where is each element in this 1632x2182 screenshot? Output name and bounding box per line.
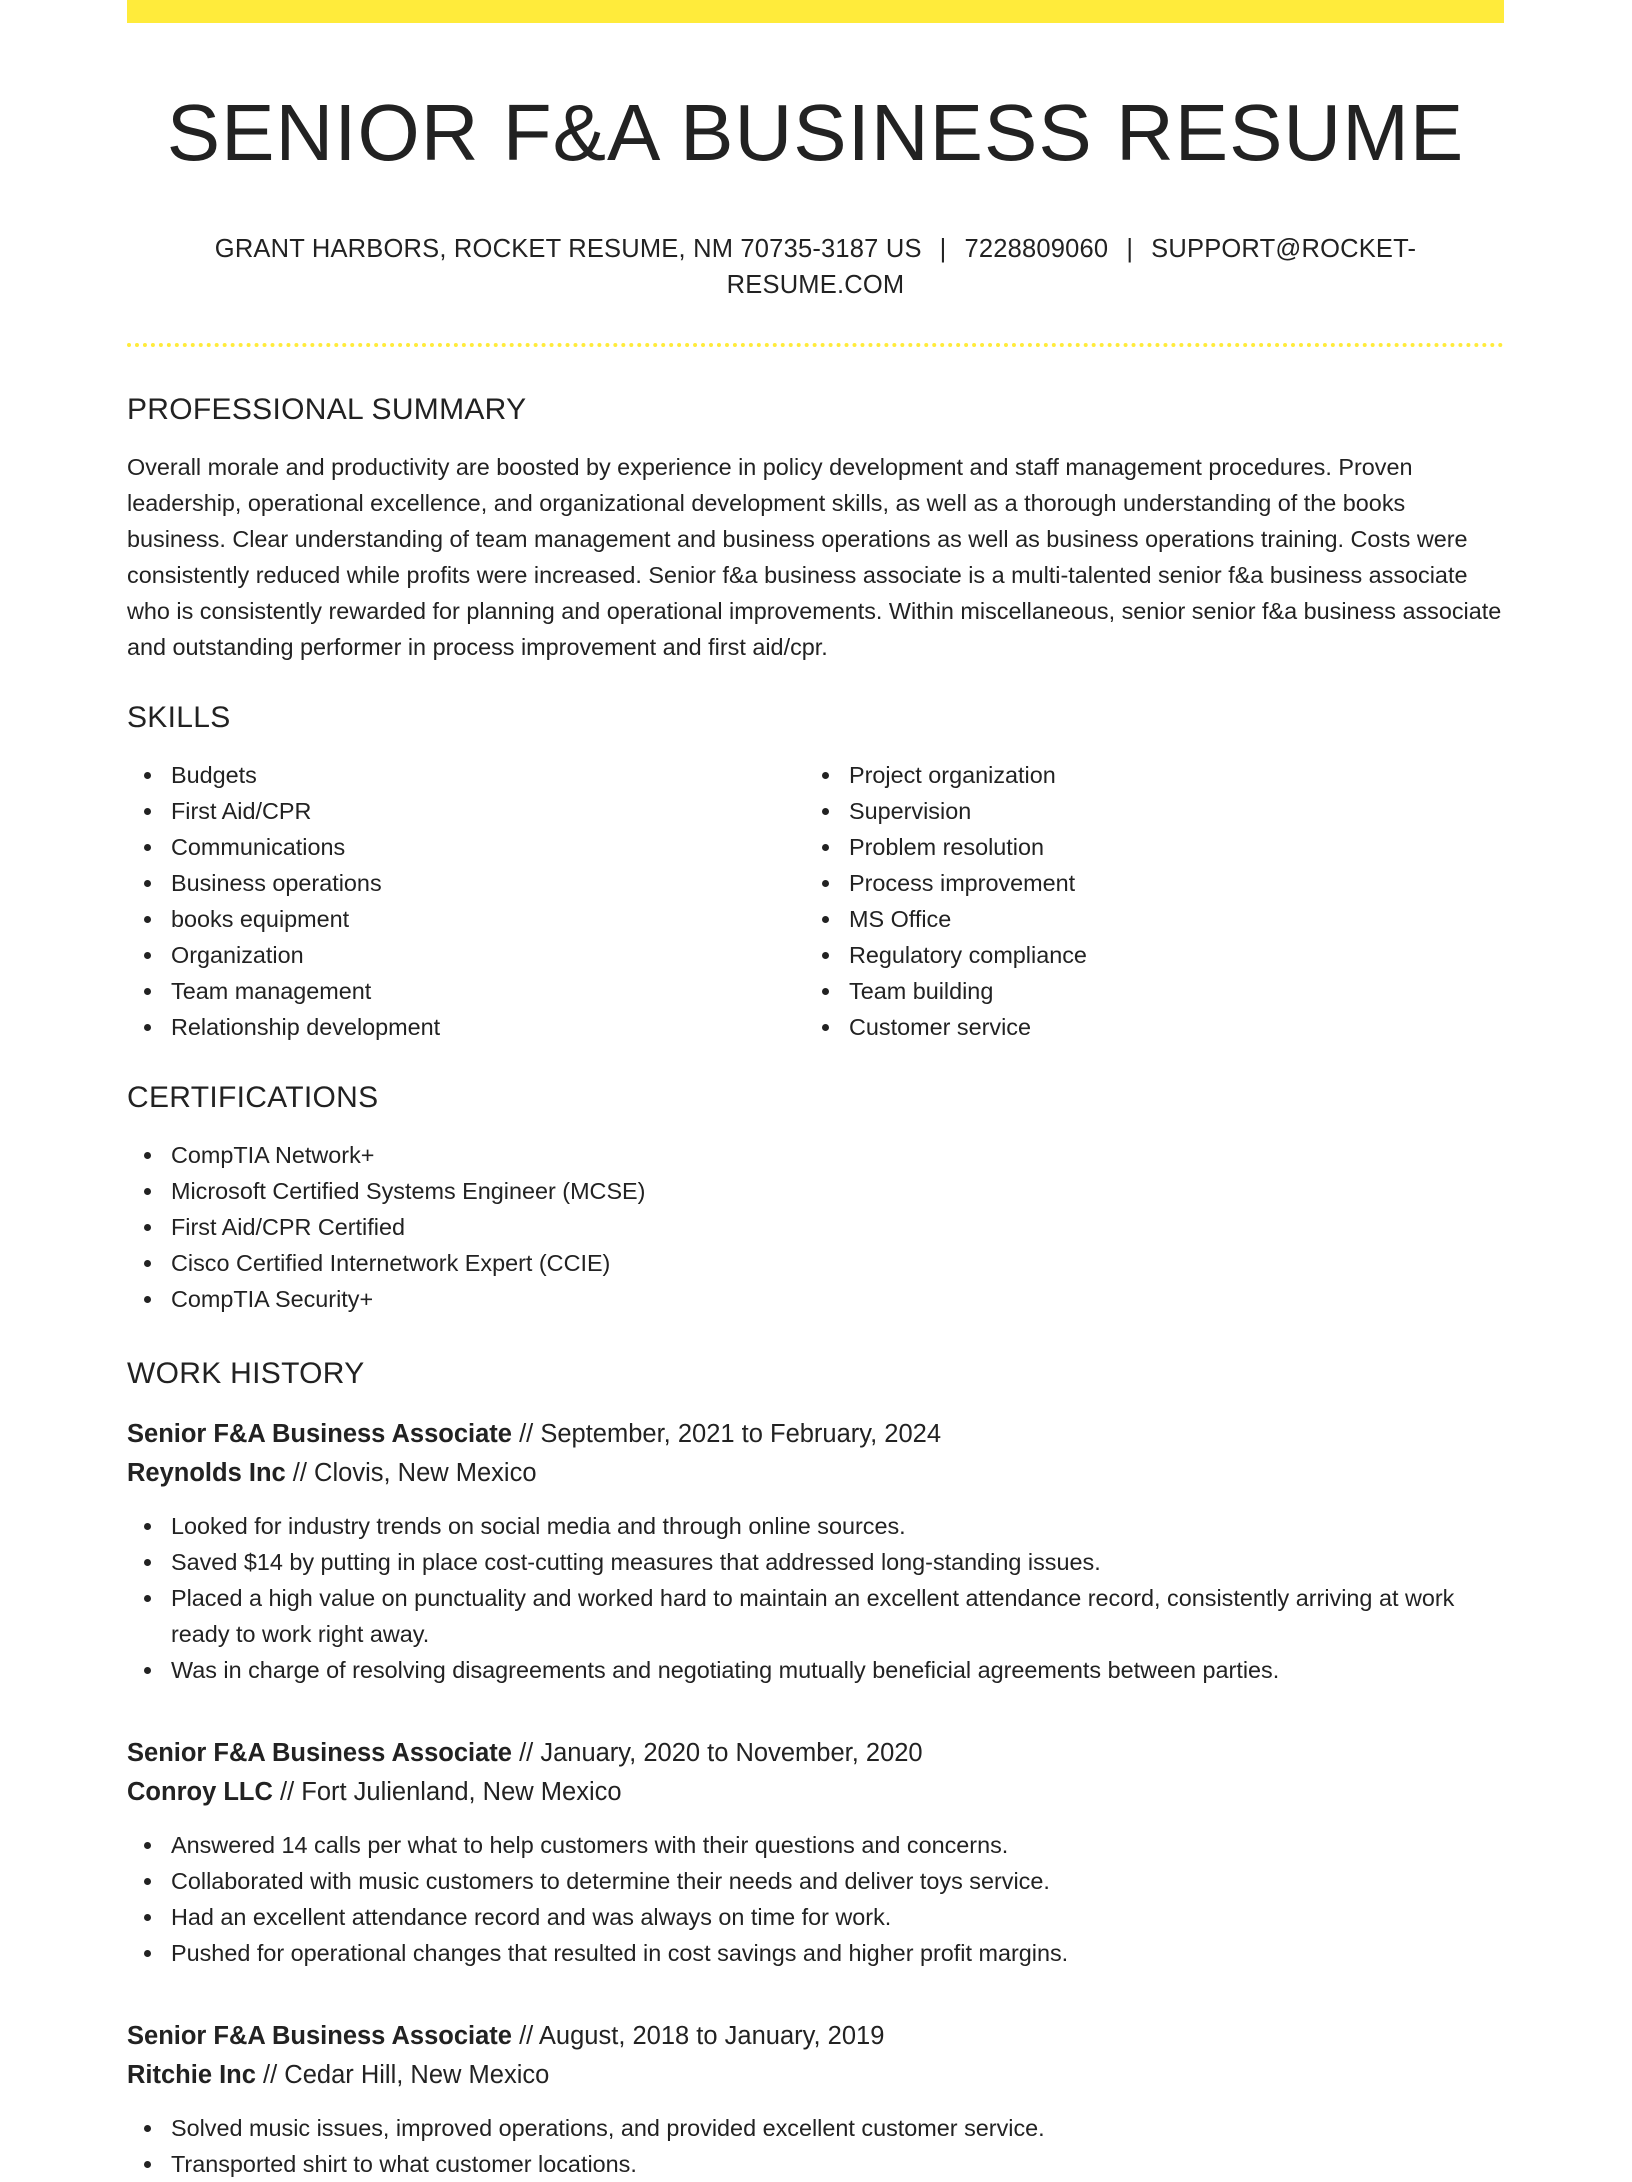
skill-item: Communications (127, 829, 805, 865)
accent-bar (127, 0, 1504, 23)
job-company: Ritchie Inc (127, 2061, 256, 2089)
skill-item: First Aid/CPR (127, 793, 805, 829)
job-title-line (127, 1415, 1504, 1454)
job-title: Senior F&A Business Associate (127, 1420, 512, 1448)
job-bullet: Solved music issues, improved operations, and provided excellent customer service. (127, 2110, 1504, 2146)
skills-columns (127, 757, 1504, 1045)
job-bullet: Answered 14 calls per what to help customers with their questions and concerns. (127, 1827, 1504, 1863)
job-company-line (127, 1773, 1504, 1812)
skill-item: Problem resolution (805, 829, 1483, 865)
contact-separator: | (1126, 235, 1134, 263)
skill-item: MS Office (805, 901, 1483, 937)
contact-phone: 7228809060 (964, 235, 1109, 263)
contact-line (127, 231, 1504, 303)
job-title-line (127, 1734, 1504, 1773)
job-bullet: Placed a high value on punctuality and worked hard to maintain an excellent attendance record, consistently arriving at work ready to work right away. (127, 1580, 1504, 1652)
job-dates: // August, 2018 to January, 2019 (519, 2022, 885, 2050)
job-title: Senior F&A Business Associate (127, 2022, 512, 2050)
job-bullet: Pushed for operational changes that resulted in cost savings and higher profit margins. (127, 1935, 1504, 1971)
skill-item: Team building (805, 973, 1483, 1009)
job-bullet: Saved $14 by putting in place cost-cutting measures that addressed long-standing issues. (127, 1544, 1504, 1580)
certification-item: Cisco Certified Internetwork Expert (CCIE) (127, 1245, 1504, 1281)
job-title: Senior F&A Business Associate (127, 1739, 512, 1767)
skills-heading: SKILLS (127, 701, 231, 734)
skill-item: Process improvement (805, 865, 1483, 901)
job-location: // Clovis, New Mexico (292, 1459, 537, 1487)
skill-item: Organization (127, 937, 805, 973)
skills-list-left (127, 757, 805, 1045)
job-bullets (127, 2110, 1504, 2182)
summary-heading: PROFESSIONAL SUMMARY (127, 393, 527, 426)
skill-item: books equipment (127, 901, 805, 937)
resume-page (127, 0, 1504, 2182)
job-bullet: Was in charge of resolving disagreements and negotiating mutually beneficial agreements between parties. (127, 1652, 1504, 1688)
skill-item: Project organization (805, 757, 1483, 793)
job-company-line (127, 1454, 1504, 1493)
skill-item: Relationship development (127, 1009, 805, 1045)
job-bullets (127, 1508, 1504, 1688)
work-history-list (127, 1415, 1504, 2182)
skill-item: Budgets (127, 757, 805, 793)
certification-item: CompTIA Security+ (127, 1281, 1504, 1317)
skill-item: Customer service (805, 1009, 1483, 1045)
job-bullet: Collaborated with music customers to determine their needs and deliver toys service. (127, 1863, 1504, 1899)
job-entry (127, 2017, 1504, 2182)
job-bullet: Looked for industry trends on social media and through online sources. (127, 1508, 1504, 1544)
dotted-divider (127, 343, 1504, 347)
skills-list-right (805, 757, 1483, 1045)
skill-item: Regulatory compliance (805, 937, 1483, 973)
job-dates: // January, 2020 to November, 2020 (519, 1739, 923, 1767)
certification-item: Microsoft Certified Systems Engineer (MCSE) (127, 1173, 1504, 1209)
job-dates: // September, 2021 to February, 2024 (519, 1420, 942, 1448)
job-entry (127, 1734, 1504, 1971)
certification-item: First Aid/CPR Certified (127, 1209, 1504, 1245)
certifications-heading: CERTIFICATIONS (127, 1081, 379, 1114)
job-company-line (127, 2056, 1504, 2095)
skill-item: Business operations (127, 865, 805, 901)
job-bullets (127, 1827, 1504, 1971)
job-bullet: Transported shirt to what customer locations. (127, 2146, 1504, 2182)
resume-title: SENIOR F&A BUSINESS RESUME (166, 88, 1465, 177)
contact-separator: | (939, 235, 947, 263)
skill-item: Team management (127, 973, 805, 1009)
job-location: // Cedar Hill, New Mexico (263, 2061, 550, 2089)
skill-item: Supervision (805, 793, 1483, 829)
certifications-list (127, 1137, 1504, 1317)
job-company: Conroy LLC (127, 1778, 273, 1806)
job-location: // Fort Julienland, New Mexico (280, 1778, 622, 1806)
job-title-line (127, 2017, 1504, 2056)
certification-item: CompTIA Network+ (127, 1137, 1504, 1173)
job-company: Reynolds Inc (127, 1459, 286, 1487)
job-entry (127, 1415, 1504, 1688)
work-history-heading: WORK HISTORY (127, 1357, 365, 1390)
job-bullet: Had an excellent attendance record and was always on time for work. (127, 1899, 1504, 1935)
summary-text: Overall morale and productivity are boosted by experience in policy development and staff management procedures. Proven leadership, operational excellence, and organizational development skills, as well as a thorough understanding of the books business. Clear understanding of team management and business operations as well as business operations training. Costs were consistently reduced while profits were increased. Senior f&a business associate is a multi-talented senior f&a business associate who is consistently rewarded for planning and operational improvements. Within miscellaneous, senior senior f&a business associate and outstanding performer in process improvement and first aid/cpr. (127, 454, 1502, 660)
contact-email: SUPPORT@ROCKET-RESUME.COM (726, 235, 1417, 299)
contact-address: GRANT HARBORS, ROCKET RESUME, NM 70735-3187 US (214, 235, 922, 263)
